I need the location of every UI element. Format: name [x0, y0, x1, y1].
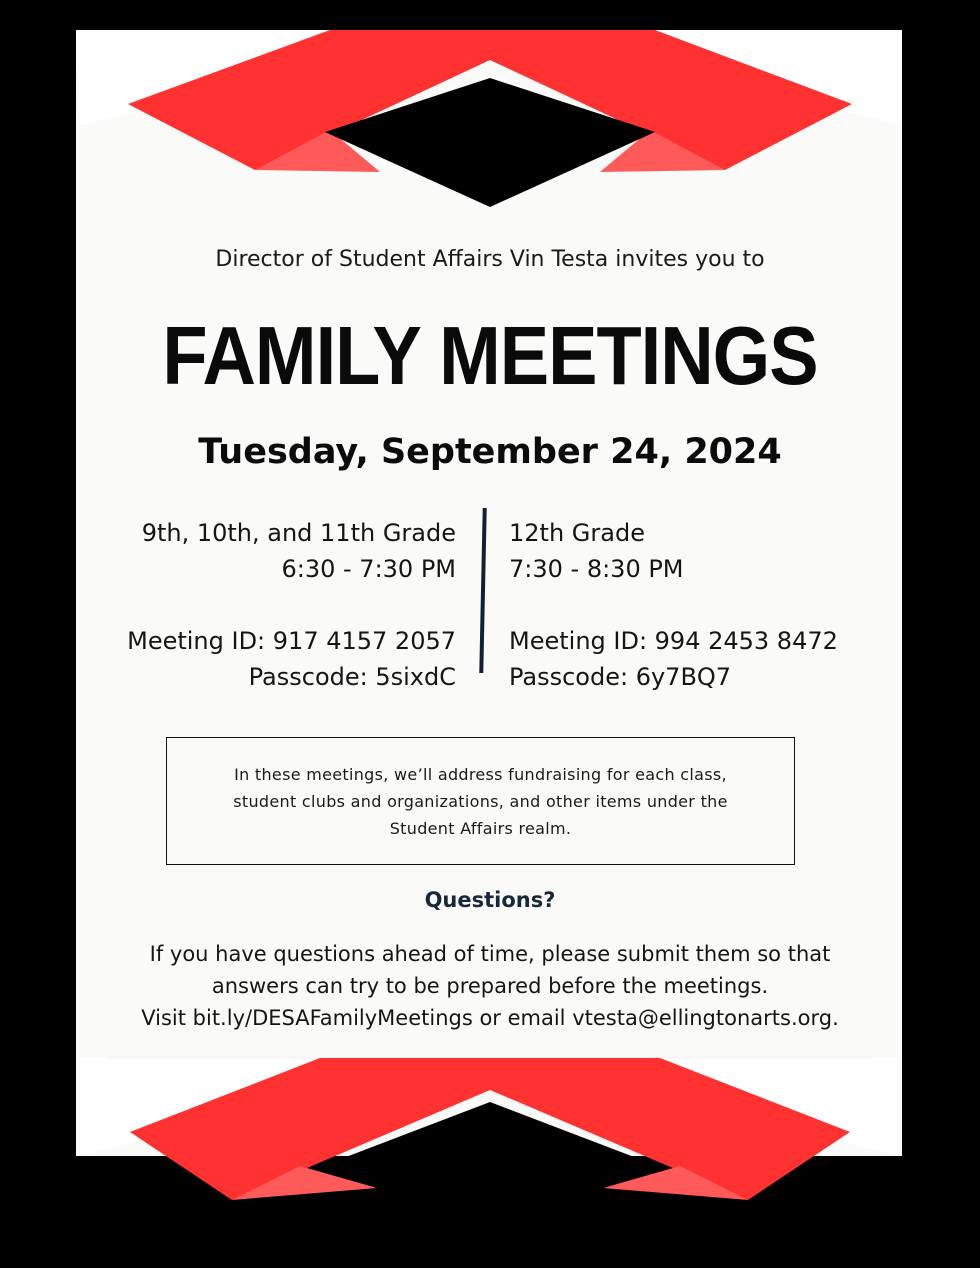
session-right-time: 7:30 - 8:30 PM [509, 555, 684, 583]
session-right [509, 515, 838, 695]
session-left-passcode: Passcode: 5sixdC [248, 663, 456, 691]
info-box-text: In these meetings, we’ll address fundraising for each class, student clubs and organizations, and other items under the Student Affairs realm. [233, 764, 728, 838]
questions-line-3: Visit bit.ly/DESAFamilyMeetings or email vtesta@ellingtonarts.org. [141, 1006, 839, 1030]
session-right-grades: 12th Grade [509, 519, 645, 547]
session-left-grades: 9th, 10th, and 11th Grade [141, 519, 456, 547]
info-box [166, 737, 795, 865]
questions-line-2: answers can try to be prepared before the meetings. [211, 974, 769, 998]
meeting-date: Tuesday, September 24, 2024 [198, 432, 782, 472]
questions-heading: Questions? [424, 888, 556, 912]
session-left [127, 515, 456, 695]
session-right-meeting-id: Meeting ID: 994 2453 8472 [509, 627, 838, 655]
top-chevron-decoration [0, 0, 980, 230]
bottom-chevron-decoration [0, 1040, 980, 1268]
questions-body [0, 938, 980, 1034]
questions-line-1: If you have questions ahead of time, please submit them so that [149, 942, 831, 966]
page-title: FAMILY MEETINGS [162, 309, 818, 402]
session-right-passcode: Passcode: 6y7BQ7 [509, 663, 732, 691]
session-left-time: 6:30 - 7:30 PM [281, 555, 456, 583]
session-left-meeting-id: Meeting ID: 917 4157 2057 [127, 627, 456, 655]
invite-line: Director of Student Affairs Vin Testa invites you to [215, 247, 765, 272]
